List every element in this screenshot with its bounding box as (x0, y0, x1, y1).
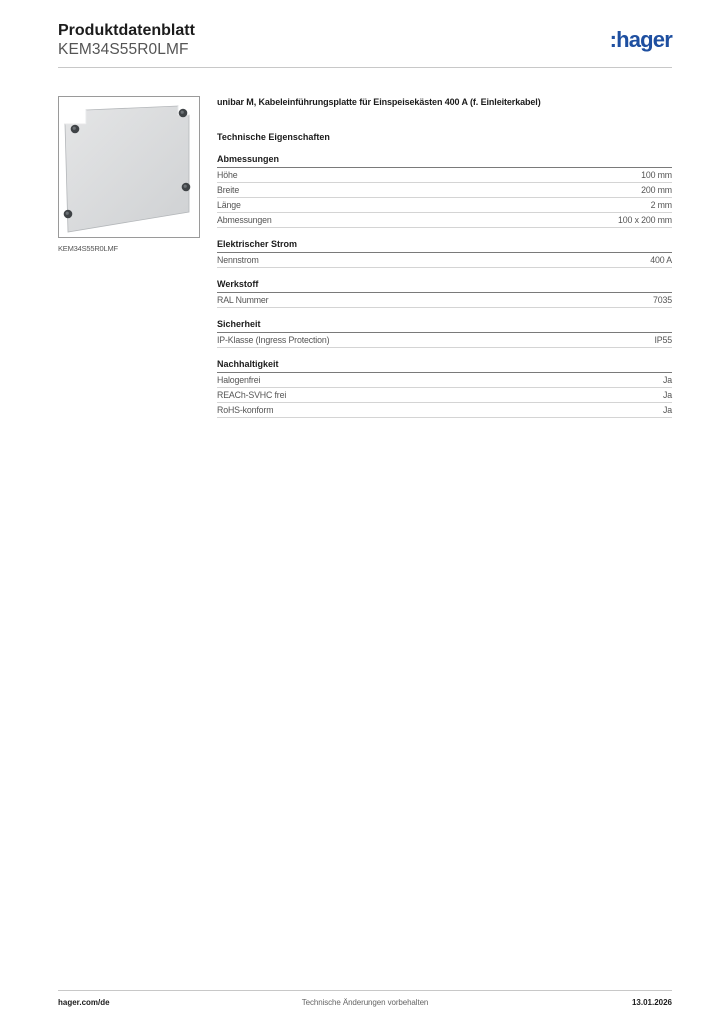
property-value: 400 A (650, 255, 672, 265)
property-row (217, 403, 672, 418)
property-row (217, 333, 672, 348)
property-row (217, 168, 672, 183)
property-value: Ja (663, 375, 672, 385)
product-code: KEM34S55R0LMF (58, 41, 189, 58)
property-label: Breite (217, 185, 240, 195)
property-value: Ja (663, 405, 672, 415)
cable-entry-plate-icon (59, 97, 199, 237)
section-title: Elektrischer Strom (217, 238, 672, 253)
hager-logo: :hager (609, 27, 672, 52)
section-title: Sicherheit (217, 318, 672, 333)
product-image (58, 96, 200, 238)
section-material (217, 278, 672, 308)
property-label: Länge (217, 200, 241, 210)
page-footer (58, 998, 672, 1010)
section-title: Abmessungen (217, 153, 672, 168)
property-value: 200 mm (641, 185, 672, 195)
property-label: Halogenfrei (217, 375, 261, 385)
property-row (217, 183, 672, 198)
property-row (217, 388, 672, 403)
property-value: 2 mm (650, 200, 672, 210)
property-value: 7035 (653, 295, 672, 305)
property-label: Abmessungen (217, 215, 272, 225)
property-label: RoHS-konform (217, 405, 274, 415)
page-header (58, 22, 672, 59)
property-row (217, 253, 672, 268)
property-value: IP55 (654, 335, 672, 345)
image-caption: KEM34S55R0LMF (58, 244, 118, 253)
property-label: RAL Nummer (217, 295, 269, 305)
footer-date: 13.01.2026 (631, 998, 672, 1007)
technical-properties-heading: Technische Eigenschaften (217, 132, 330, 142)
product-details (217, 96, 672, 428)
property-label: REACh-SVHC frei (217, 390, 287, 400)
property-row (217, 213, 672, 228)
property-value: Ja (663, 390, 672, 400)
property-row (217, 198, 672, 213)
footer-divider (58, 990, 672, 991)
page-title: Produktdatenblatt (58, 22, 195, 39)
header-divider (58, 67, 672, 68)
footer-notice: Technische Änderungen vorbehalten (301, 998, 429, 1007)
section-title: Werkstoff (217, 278, 672, 293)
section-title: Nachhaltigkeit (217, 358, 672, 373)
product-description: unibar M, Kabeleinführungsplatte für Einspeisekästen 400 A (f. Einleiterkabel) (217, 97, 541, 107)
property-label: Höhe (217, 170, 238, 180)
section-dimensions (217, 153, 672, 228)
property-value: 100 x 200 mm (618, 215, 672, 225)
property-row (217, 373, 672, 388)
section-safety (217, 318, 672, 348)
property-sections (217, 153, 672, 418)
section-electrical-current (217, 238, 672, 268)
property-value: 100 mm (641, 170, 672, 180)
section-sustainability (217, 358, 672, 418)
property-row (217, 293, 672, 308)
property-label: IP-Klasse (Ingress Protection) (217, 335, 330, 345)
footer-website-link[interactable]: hager.com/de (58, 998, 110, 1007)
property-label: Nennstrom (217, 255, 259, 265)
